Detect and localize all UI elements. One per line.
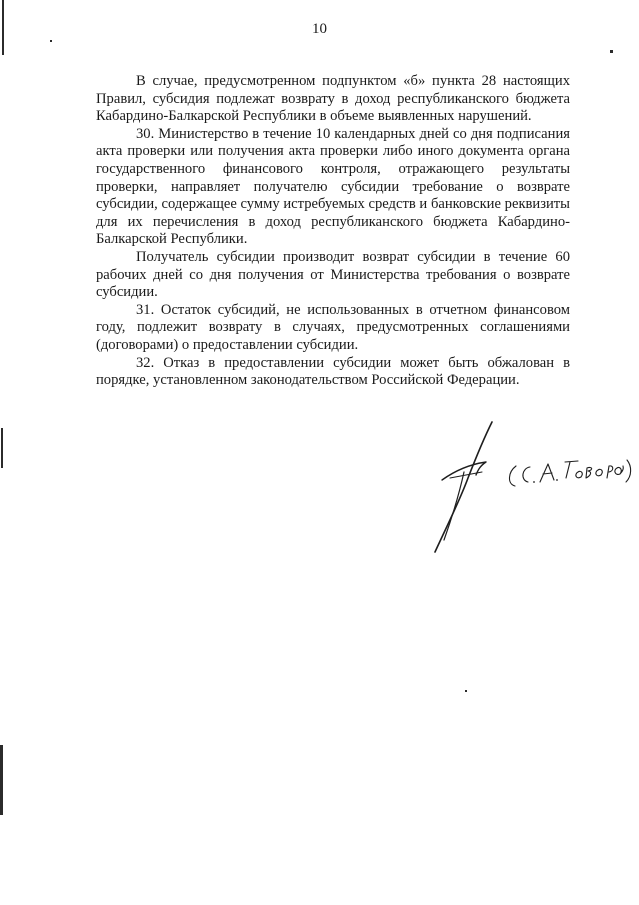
scan-edge-mark: [1, 428, 3, 468]
scan-dot-mark: [50, 40, 52, 42]
paragraph-refund-term: Получатель субсидии производит возврат субсидии в течение 60 рабочих дней со дня получения от Министерства требования о возврате субсидии.: [96, 248, 570, 301]
scan-dot-mark: [465, 690, 467, 692]
paragraph-31: 31. Остаток субсидий, не использованных в отчетном финансовом году, подлежит возврату в случаях, предусмотренных соглашениями (договорами) о предоставлении субсидии.: [96, 301, 570, 353]
scan-dot-mark: [610, 50, 613, 53]
document-body: [96, 73, 570, 390]
scan-edge-mark: [2, 0, 4, 55]
paragraph-30: 30. Министерство в течение 10 календарных дней со дня подписания акта проверки или получения акта проверки либо иного документа органа государственного финансового контроля, отражающего результаты проверки, направляет получателю субсидии требование о возврате субсидии, содержащее сумму истребуемых средств и банковские реквизиты для их перечисления в доход республиканского бюджета Кабардино-Балкарской Республики.: [96, 125, 570, 248]
page-number: 10: [312, 21, 327, 37]
paragraph-32: 32. Отказ в предоставлении субсидии может быть обжалован в порядке, установленном законодательством Российской Федерации.: [96, 354, 570, 389]
handwritten-signature: [420, 420, 635, 560]
paragraph-refund-clause: В случае, предусмотренном подпунктом «б» пункта 28 настоящих Правил, субсидия подлежат возврату в доход республиканского бюджета Кабардино-Балкарской Республики в объеме выявленных нарушений.: [96, 73, 570, 125]
scan-edge-mark: [0, 745, 3, 815]
